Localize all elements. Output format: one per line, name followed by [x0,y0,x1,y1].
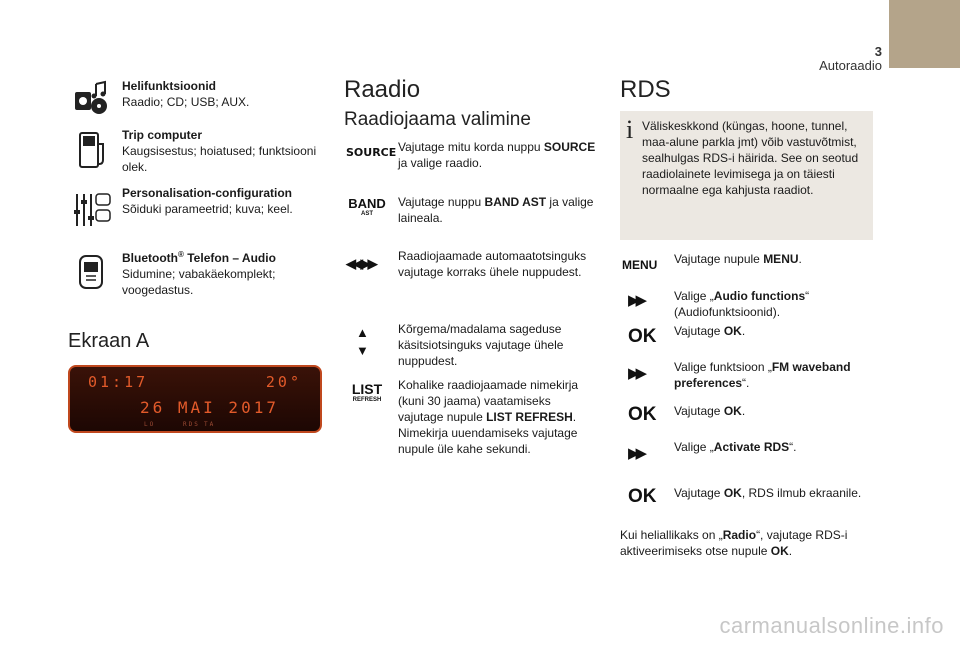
radio-step-auto-seek: Raadiojaamade automaatotsinguks vajutage korraks ühele nuppudest. [398,249,587,279]
feature-title: Trip computer [122,128,203,142]
rds-step-3: Vajutage OK. [674,324,746,338]
rds-step-4: Valige funktsioon „FM waveband preferences“. [674,360,851,390]
bluetooth-phone-icon [72,250,112,290]
chapter-tab [889,0,960,68]
ok-button-icon: OK [628,404,657,425]
rds-step-1: Vajutage nupule MENU. [674,252,802,266]
manual-tune-icon: ▲ ▼ [356,325,369,358]
radio-step-list-refresh: Kohalike raadiojaamade nimekirja (kuni 30 jaama) vaatamiseks vajutage nupule LIST REFRESH. Nimekirja uuendamiseks vajutage nupule üle kahe sekundi. [398,378,579,456]
display-indicator-lo: LO [144,421,156,428]
feature-title: Personalisation-configuration [122,186,293,200]
ok-button-icon: OK [628,486,657,507]
right-arrow-button-icon: ▶▶ [628,365,644,382]
section-title-rds: RDS [620,76,671,103]
feature-bluetooth [122,247,317,298]
rds-step-2: Valige „Audio functions“ (Audiofunktsioonid). [674,289,810,319]
source-button-icon: SOURCE [346,146,397,159]
radio-step-source: Vajutage mitu korda nuppu SOURCE ja valige raadio. [398,140,596,170]
info-text: Väliskeskkond (küngas, hoone, tunnel, maa-alune parkla jmt) võib vastuvõtmist, sealhulgas RDS-i häirida. See on seotud raadiolainete levimisega ja on täiesti normaalne ega kahjusta raadiot. [642,119,859,197]
display-indicator-rds: RDS [183,421,200,428]
rds-footer-note: Kui heliallikaks on „Radio“, vajutage RDS-i aktiveerimiseks otse nupule OK. [620,528,848,558]
info-box [620,111,873,240]
radio-display [68,365,322,433]
ok-button-icon: OK [628,326,657,347]
trip-computer-icon [72,130,112,170]
display-date: 26 MAI 2017 [140,398,279,417]
display-time: 01:17 [88,373,149,391]
feature-title: Bluetooth® Telefon – Audio [122,250,276,265]
feature-trip-computer [122,127,317,175]
display-temperature: 20° [265,373,302,391]
chapter-title: Autoraadio [819,58,882,73]
feature-title: Helifunktsioonid [122,79,216,93]
rds-step-7: Vajutage OK, RDS ilmub ekraanile. [674,486,862,500]
section-title-screen: Ekraan A [68,330,150,352]
section-subtitle-station: Raadiojaama valimine [344,109,531,130]
rds-step-6: Valige „Activate RDS“. [674,440,797,454]
right-arrow-button-icon: ▶▶ [628,292,644,309]
settings-icon [72,190,112,230]
display-indicator-ta: TA [204,421,216,428]
radio-step-manual-tune: Kõrgema/madalama sageduse käsitsiotsinguks vajutage ühele nuppudest. [398,322,564,368]
section-title-radio: Raadio [344,76,421,103]
feature-personalisation [122,185,317,217]
right-arrow-button-icon: ▶▶ [628,445,644,462]
page-number: 3 [874,44,882,59]
media-icon [72,78,112,118]
feature-audio [122,78,317,110]
watermark: carmanualsonline.info [719,613,944,638]
band-ast-button-icon: BAND AST [348,196,386,217]
info-icon: i [626,115,634,144]
feature-desc: Kaugsisestus; hoiatused; funktsiooni olek. [122,144,317,174]
menu-button-icon: MENU [622,258,658,272]
rds-step-5: Vajutage OK. [674,404,746,418]
feature-desc: Raadio; CD; USB; AUX. [122,95,250,109]
seek-buttons-icon: ◀◀ ▶▶ [346,256,375,271]
feature-desc: Sõiduki parameetrid; kuva; keel. [122,202,293,216]
feature-desc: Sidumine; vabakäekomplekt; voogedastus. [122,267,276,297]
list-refresh-button-icon: LIST REFRESH [351,381,383,403]
radio-step-band: Vajutage nuppu BAND AST ja valige laineala. [398,195,594,225]
